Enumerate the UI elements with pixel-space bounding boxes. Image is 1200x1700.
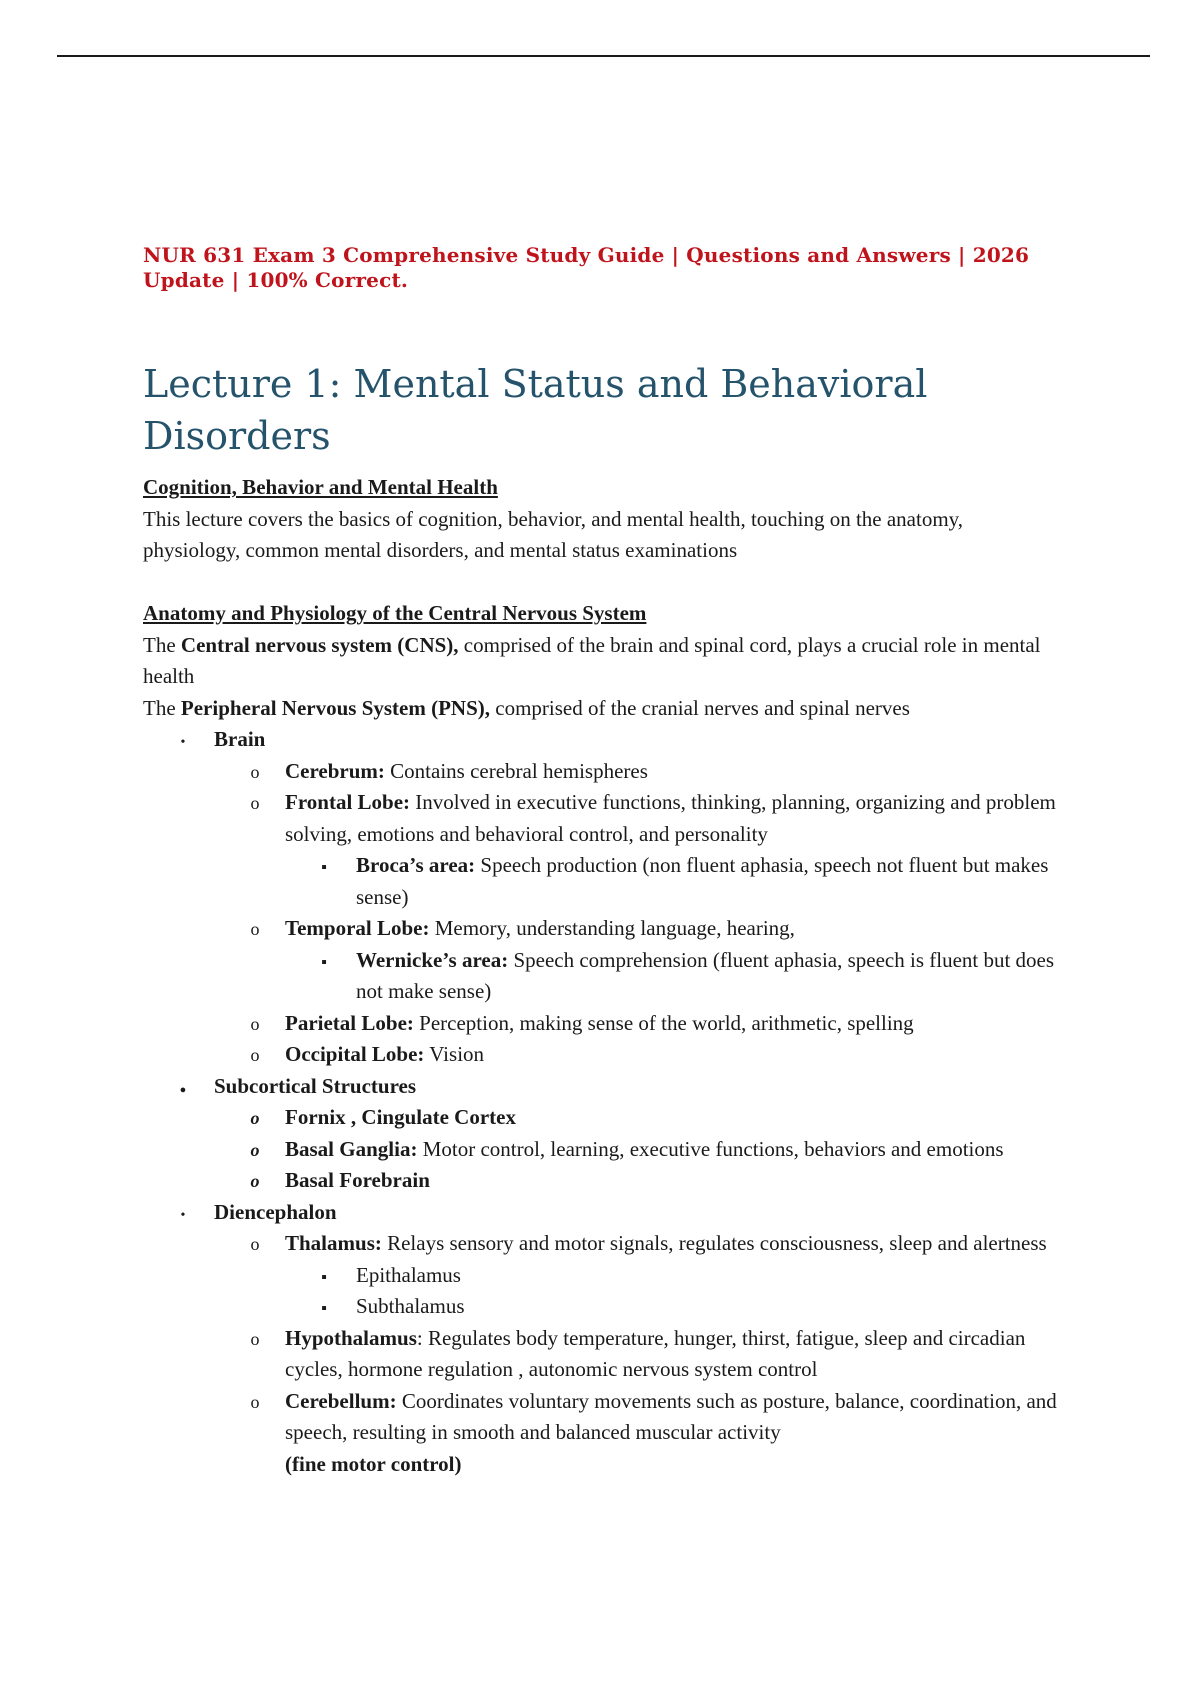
pns-paragraph [143, 693, 1063, 725]
list-item-parietal-lobe [143, 1008, 1063, 1040]
thalamus-description: Relays sensory and motor signals, regulates consciousness, sleep and alertness [381, 1231, 1047, 1255]
list-item-cerebellum [143, 1386, 1063, 1481]
list-item-hypothalamus [143, 1323, 1063, 1386]
diencephalon-label: Diencephalon [214, 1199, 337, 1224]
pns-description: comprised of the cranial nerves and spinal nerves [490, 695, 910, 720]
subcortical-label: Subcortical Structures [214, 1073, 417, 1098]
subcortical-sublist [143, 1102, 1063, 1197]
temporal-lobe-sublist [143, 945, 1063, 1008]
epithalamus-term: Epithalamus [356, 1262, 461, 1287]
list-item-basal-forebrain [143, 1165, 1063, 1197]
circle-bullet-icon [248, 1386, 262, 1419]
cns-term: Central nervous system (CNS), [180, 632, 459, 657]
occipital-lobe-term: Occipital Lobe: [285, 1042, 425, 1066]
circle-bullet-icon [248, 1134, 262, 1167]
temporal-lobe-term: Temporal Lobe: [285, 916, 430, 940]
basal-ganglia-description: Motor control, learning, executive functions, behaviors and emotions [417, 1136, 1004, 1161]
frontal-lobe-description: Involved in executive functions, thinking, planning, organizing and problem solving, emotions and behavioral control, and personality [285, 790, 1056, 846]
temporal-lobe-description: Memory, understanding language, hearing, [429, 916, 795, 940]
cns-prefix: The [143, 632, 181, 657]
list-item-occipital-lobe [143, 1039, 1063, 1071]
hypothalamus-description: : Regulates body temperature, hunger, thirst, fatigue, sleep and circadian cycles, hormone regulation , autonomic nervous system control [285, 1325, 1026, 1381]
bullet-icon [177, 1071, 189, 1107]
list-item-cerebrum [143, 756, 1063, 788]
section-heading-anatomy: Anatomy and Physiology of the Central Nervous System [143, 601, 647, 625]
broca-term: Broca’s area: [356, 853, 476, 877]
list-item-wernicke [143, 945, 1063, 1008]
brain-label: Brain [214, 727, 266, 751]
list-item-brain [143, 724, 1063, 1071]
list-item-thalamus [143, 1228, 1063, 1323]
circle-bullet-icon [248, 756, 262, 789]
brain-sublist [143, 756, 1063, 1071]
cerebrum-description: Contains cerebral hemispheres [384, 758, 648, 783]
cerebellum-term: Cerebellum: [285, 1388, 397, 1413]
cerebellum-note: (fine motor control) [285, 1451, 462, 1476]
cerebellum-description: Coordinates voluntary movements such as posture, balance, coordination, and speech, resulting in smooth and balanced muscular activity [285, 1388, 1057, 1444]
section-heading-cognition: Cognition, Behavior and Mental Health [143, 475, 498, 499]
document-title: NUR 631 Exam 3 Comprehensive Study Guide | Questions and Answers | 2026 Update | 100% Correct. [143, 243, 1030, 292]
list-item-broca [143, 850, 1063, 913]
thalamus-term: Thalamus: [285, 1231, 382, 1255]
occipital-lobe-description: Vision [424, 1042, 485, 1066]
fornix-term: Fornix , Cingulate Cortex [285, 1105, 516, 1129]
square-bullet-icon [318, 850, 330, 884]
circle-bullet-icon [248, 787, 262, 820]
bullet-icon [177, 1197, 189, 1232]
circle-bullet-icon [248, 1228, 262, 1261]
subthalamus-term: Subthalamus [356, 1294, 465, 1318]
circle-bullet-icon [248, 1323, 262, 1356]
list-item-fornix [143, 1102, 1063, 1134]
cerebrum-term: Cerebrum: [285, 758, 385, 783]
square-bullet-icon [318, 1260, 330, 1294]
circle-bullet-icon [248, 1039, 262, 1072]
parietal-lobe-description: Perception, making sense of the world, arithmetic, spelling [413, 1010, 914, 1035]
frontal-lobe-term: Frontal Lobe: [285, 790, 411, 814]
list-item-subthalamus [143, 1291, 1063, 1323]
wernicke-term: Wernicke’s area: [356, 947, 509, 972]
thalamus-sublist [143, 1260, 1063, 1323]
basal-forebrain-term: Basal Forebrain [285, 1168, 430, 1192]
basal-ganglia-term: Basal Ganglia: [285, 1136, 418, 1161]
frontal-lobe-sublist [143, 850, 1063, 913]
square-bullet-icon [318, 1291, 330, 1325]
list-item-basal-ganglia [143, 1134, 1063, 1166]
bullet-icon [177, 724, 189, 759]
cns-paragraph [143, 630, 1063, 693]
circle-bullet-icon [248, 913, 262, 946]
list-item-subcortical [143, 1071, 1063, 1197]
anatomy-outline [143, 724, 1063, 1480]
intro-paragraph: This lecture covers the basics of cognition, behavior, and mental health, touching on the anatomy, physiology, common mental disorders, and mental status examinations [143, 506, 964, 562]
cns-description: comprised of the brain and spinal cord, plays a crucial role in mental health [143, 632, 1041, 688]
broca-description: Speech production (non fluent aphasia, speech not fluent but makes sense) [356, 853, 1049, 909]
square-bullet-icon [318, 945, 330, 979]
wernicke-description: Speech comprehension (fluent aphasia, speech is fluent but does not make sense) [356, 947, 1055, 1003]
list-item-diencephalon [143, 1197, 1063, 1481]
header-rule [57, 55, 1150, 57]
lecture-heading: Lecture 1: Mental Status and Behavioral Disorders [143, 362, 928, 458]
circle-bullet-icon [248, 1165, 262, 1198]
paragraph-spacer [143, 567, 1063, 599]
parietal-lobe-term: Parietal Lobe: [285, 1010, 414, 1035]
list-item-epithalamus [143, 1260, 1063, 1292]
list-item-frontal-lobe [143, 787, 1063, 913]
pns-prefix: The [143, 695, 181, 720]
hypothalamus-term: Hypothalamus [285, 1325, 417, 1350]
circle-bullet-icon [248, 1008, 262, 1041]
pns-term: Peripheral Nervous System (PNS), [180, 695, 491, 720]
circle-bullet-icon [248, 1102, 262, 1135]
diencephalon-sublist [143, 1228, 1063, 1480]
list-item-temporal-lobe [143, 913, 1063, 1008]
document-body [143, 472, 1063, 1480]
